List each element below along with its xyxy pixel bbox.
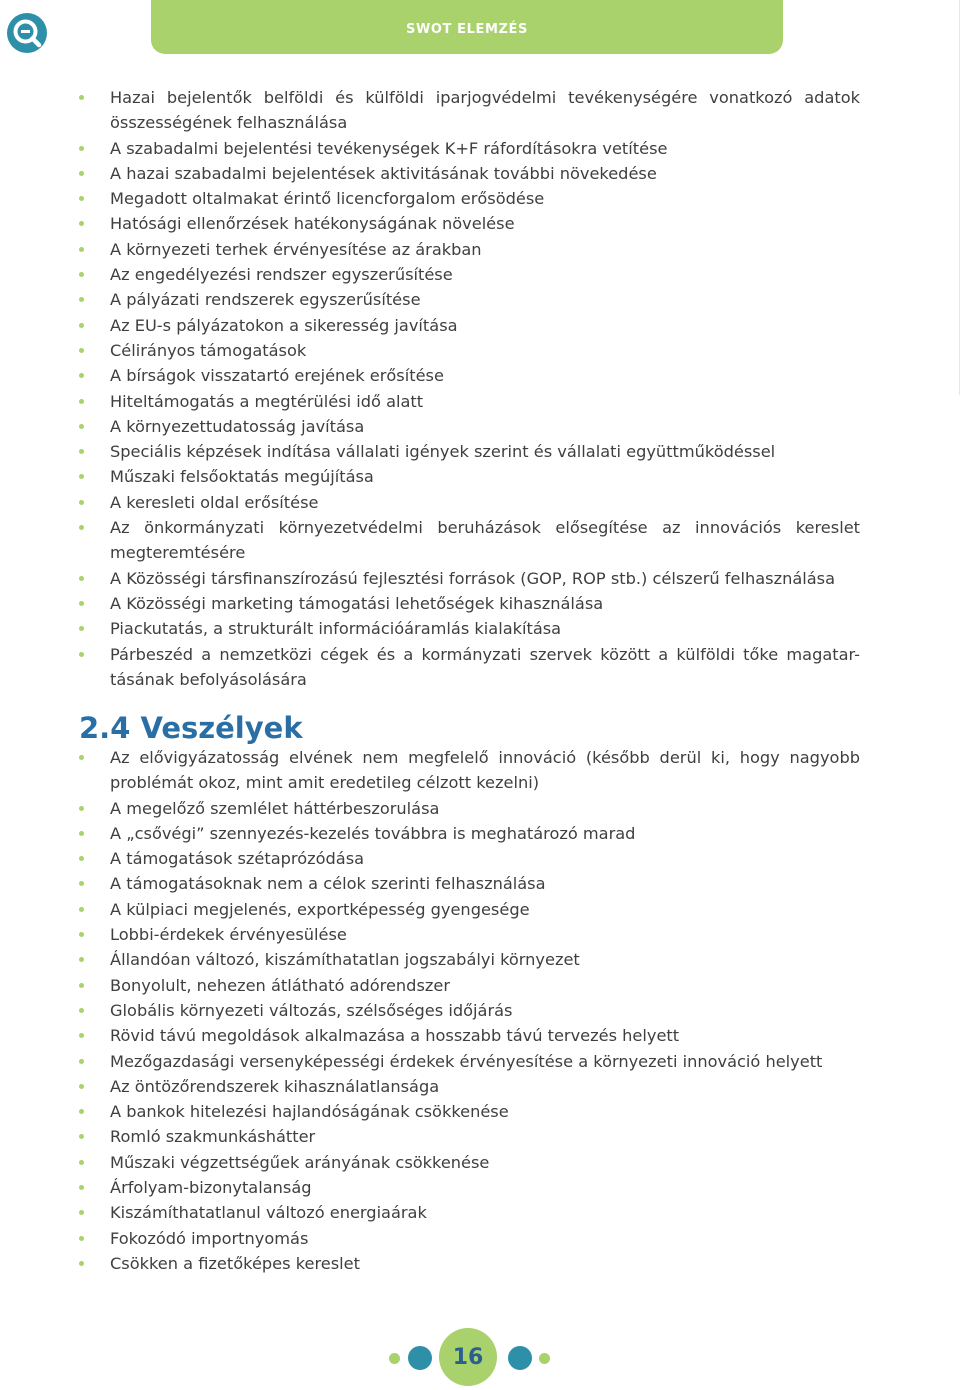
threats-heading: 2.4 Veszélyek [79,711,303,745]
list-item: A támogatásoknak nem a célok szerinti felhasználása [110,871,860,896]
list-item: A megelőző szemlélet háttérbeszorulása [110,796,860,821]
list-item: Műszaki felsőoktatás megújítása [110,464,860,489]
section-header-title: SWOT ELEMZÉS [406,21,528,37]
magnifier-logo-icon [6,12,48,54]
bullet-icon [79,755,84,760]
list-item: A pályázati rendszerek egyszerűsítése [110,287,860,312]
list-item: Hazai bejelentők belföldi és külföldi iparjogvédelmi tevékenységére vonatkozó adatok összességének felhasználása [110,85,860,136]
bullet-icon [79,831,84,836]
list-item: Hiteltámogatás a megtérülési idő alatt [110,389,860,414]
bullet-icon [79,1236,84,1241]
bullet-icon [79,806,84,811]
list-item: Lobbi-érdekek érvényesülése [110,922,860,947]
bullet-icon [79,626,84,631]
bullet-icon [79,1008,84,1013]
decorative-dot-icon [539,1353,550,1364]
threats-list [110,745,860,1276]
decorative-dot-icon [389,1353,400,1364]
list-item: Az EU-s pályázatokon a sikeresség javítása [110,313,860,338]
list-item: Megadott oltalmakat érintő licencforgalom erősödése [110,186,860,211]
page-number-badge [439,1328,497,1386]
list-item: A külpiaci megjelenés, exportképesség gyengesége [110,897,860,922]
list-item: Párbeszéd a nemzetközi cégek és a kormányzati szervek között a külföldi tőke magatar-tásának befolyásolására [110,642,860,693]
list-item: A bankok hitelezési hajlandóságának csökkenése [110,1099,860,1124]
list-item: Speciális képzések indítása vállalati igények szerint és vállalati együttműködéssel [110,439,860,464]
list-item: Bonyolult, nehezen átlátható adórendszer [110,973,860,998]
list-item: Mezőgazdasági versenyképességi érdekek érvényesítése a környezeti innováció helyett [110,1049,860,1074]
section-header-tab [151,0,783,54]
bullet-icon [79,146,84,151]
list-item: Műszaki végzettségűek arányának csökkenése [110,1150,860,1175]
bullet-icon [79,247,84,252]
bullet-icon [79,525,84,530]
list-item: Árfolyam-bizonytalanság [110,1175,860,1200]
opportunities-list [110,85,860,692]
page-number: 16 [452,1344,484,1370]
list-item: Fokozódó importnyomás [110,1226,860,1251]
bullet-icon [79,1134,84,1139]
bullet-icon [79,1261,84,1266]
list-item: Az önkormányzati környezetvédelmi beruházások elősegítése az innovációs kereslet megteremtésére [110,515,860,566]
bullet-icon [79,348,84,353]
list-item: A bírságok visszatartó erejének erősítése [110,363,860,388]
list-item: Állandóan változó, kiszámíthatatlan jogszabályi környezet [110,947,860,972]
bullet-icon [79,983,84,988]
bullet-icon [79,399,84,404]
list-item: Célirányos támogatások [110,338,860,363]
bullet-icon [79,932,84,937]
list-item: Romló szakmunkáshátter [110,1124,860,1149]
list-item: Globális környezeti változás, szélsőséges időjárás [110,998,860,1023]
bullet-icon [79,856,84,861]
list-item: Piackutatás, a strukturált információáramlás kialakítása [110,616,860,641]
bullet-icon [79,1033,84,1038]
bullet-icon [79,652,84,657]
list-item: A szabadalmi bejelentési tevékenységek K+F ráfordításokra vetítése [110,136,860,161]
bullet-icon [79,449,84,454]
bullet-icon [79,323,84,328]
list-item: A Közösségi marketing támogatási lehetőségek kihasználása [110,591,860,616]
bullet-icon [79,1109,84,1114]
bullet-icon [79,1185,84,1190]
list-item: Hatósági ellenőrzések hatékonyságának növelése [110,211,860,236]
list-item: Csökken a fizetőképes kereslet [110,1251,860,1276]
bullet-icon [79,1160,84,1165]
bullet-icon [79,297,84,302]
list-item: A támogatások szétaprózódása [110,846,860,871]
bullet-icon [79,601,84,606]
bullet-icon [79,907,84,912]
bullet-icon [79,1059,84,1064]
bullet-icon [79,196,84,201]
bullet-icon [79,221,84,226]
bullet-icon [79,1210,84,1215]
list-item: A hazai szabadalmi bejelentések aktivitásának további növekedése [110,161,860,186]
bullet-icon [79,576,84,581]
bullet-icon [79,424,84,429]
bullet-icon [79,171,84,176]
list-item: Az elővigyázatosság elvének nem megfelelő innováció (később derül ki, hogy nagyobb problémát okoz, mint amit eredetileg célzott kezelni) [110,745,860,796]
page-footer [0,1328,960,1390]
bullet-icon [79,500,84,505]
list-item: Kiszámíthatatlanul változó energiaárak [110,1200,860,1225]
bullet-icon [79,474,84,479]
bullet-icon [79,1084,84,1089]
bullet-icon [79,957,84,962]
list-item: A „csővégi” szennyezés-kezelés továbbra is meghatározó marad [110,821,860,846]
list-item: Az öntözőrendszerek kihasználatlansága [110,1074,860,1099]
list-item: Rövid távú megoldások alkalmazása a hosszabb távú tervezés helyett [110,1023,860,1048]
decorative-dot-icon [408,1346,432,1370]
bullet-icon [79,373,84,378]
decorative-dot-icon [508,1346,532,1370]
bullet-icon [79,95,84,100]
list-item: A környezeti terhek érvényesítése az árakban [110,237,860,262]
list-item: A Közösségi társfinanszírozású fejlesztési források (GOP, ROP stb.) célszerű felhasználása [110,566,860,591]
list-item: A keresleti oldal erősítése [110,490,860,515]
list-item: A környezettudatosság javítása [110,414,860,439]
bullet-icon [79,272,84,277]
bullet-icon [79,881,84,886]
list-item: Az engedélyezési rendszer egyszerűsítése [110,262,860,287]
